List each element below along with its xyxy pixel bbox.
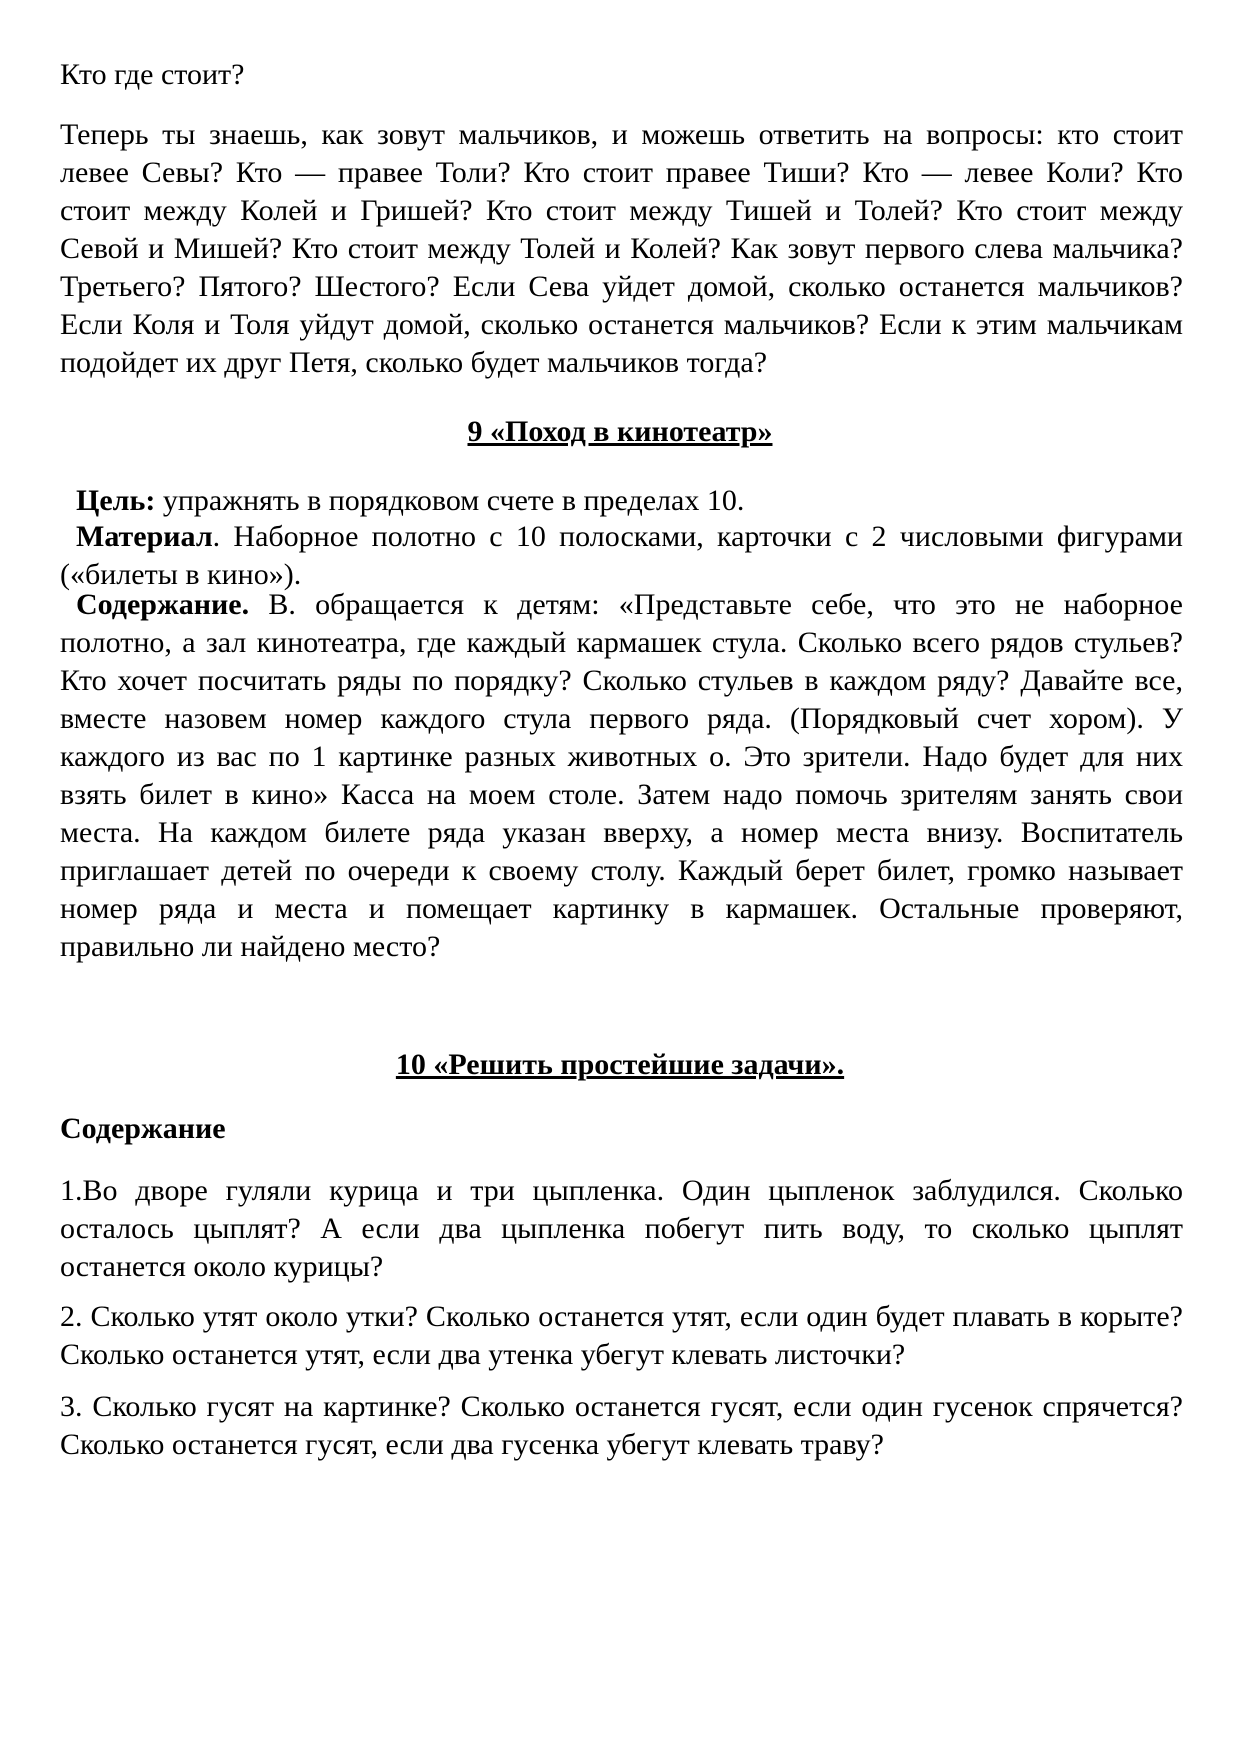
game9-material [60, 518, 1183, 594]
game10-heading: 10 «Решить простейшие задачи». [395, 1048, 845, 1081]
content-text: В. обращается к детям: «Представьте себе, что это не наборное полотно, а зал кинотеатра, где каждый кармашек стула. Сколько всего рядов стульев? Кто хочет посчитать ряды по порядку? Сколько стульев в каждом ряду? Давайте все, вместе назовем номер каждого стула первого ряда. (Порядковый счет хором). У каждого из вас по 1 картинке разных животных о. Это зрители. Надо будет для них взять билет в кино» Касса на моем столе. Затем надо помочь зрителям занять свои места. На каждом билете ряда указан вверху, а номер места внизу. Воспитатель приглашает детей по очереди к своему столу. Каждый берет билет, громко называет номер ряда и места и помещает картинку в кармашек. Остальные проверяют, правильно ли найдено место? [60, 588, 1183, 963]
task-item: 2. Сколько утят около утки? Сколько останется утят, если один будет плавать в корыте? Сколько останется утят, если два утенка убегут клевать листочки? [60, 1300, 1183, 1371]
game10-content-label: Содержание [60, 1112, 226, 1145]
material-label: Материал [76, 520, 213, 553]
goal-label: Цель: [76, 484, 156, 517]
intro-paragraph: Теперь ты знаешь, как зовут мальчиков, и можешь ответить на вопросы: кто стоит левее Севы? Кто — правее Толи? Кто стоит правее Тиши? Кто — левее Коли? Кто стоит между Колей и Гришей? Кто стоит между Тишей и Толей? Кто стоит между Севой и Мишей? Кто стоит между Толей и Колей? Как зовут первого слева мальчика? Третьего? Пятого? Шестого? Если Сева уйдет домой, сколько останется мальчиков? Если Коля и Толя уйдут домой, сколько останется мальчиков? Если к этим мальчикам подойдет их друг Петя, сколько будет мальчиков тогда? [60, 118, 1183, 379]
game9-heading: 9 «Поход в кинотеатр» [467, 415, 773, 448]
game9-content [60, 586, 1183, 966]
task-item: 3. Сколько гусят на картинке? Сколько останется гусят, если один гусенок спрячется? Сколько останется гусят, если два гусенка убегут клевать траву? [60, 1390, 1183, 1461]
intro-title: Кто где стоит? [60, 58, 245, 91]
material-text: . Наборное полотно с 10 полосками, карточки с 2 числовыми фигурами («билеты в кино»). [60, 520, 1183, 591]
task-item: 1.Во дворе гуляли курица и три цыпленка. Один цыпленок заблудился. Сколько осталось цыплят? А если два цыпленка побегут пить воду, то сколько цыплят останется около курицы? [60, 1174, 1183, 1283]
goal-text: упражнять в порядковом счете в пределах 10. [155, 484, 745, 517]
game9-goal [60, 482, 1183, 520]
content-label: Содержание. [76, 588, 250, 621]
